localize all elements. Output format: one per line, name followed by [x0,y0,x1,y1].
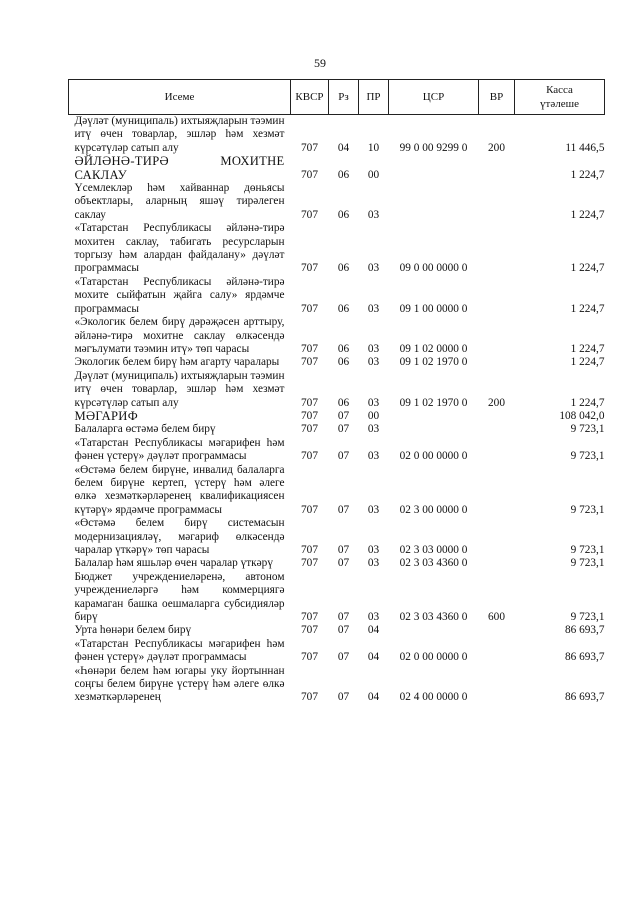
cell-pr: 00 [367,409,380,422]
cell-amount: 1 224,7 [570,168,605,181]
cell-kvsr: 707 [301,208,318,221]
cell-amount: 86 693,7 [564,651,605,664]
cell-pr: 00 [367,168,380,181]
table-row [69,115,605,156]
cell-kvsr: 707 [301,302,318,315]
cell-amount: 11 446,5 [565,141,605,154]
cell-rz: 07 [337,557,350,570]
cell-pr: 03 [367,450,380,463]
header-kvsr: КВСР [291,80,329,115]
cell-pr: 03 [367,208,380,221]
table-header-row [69,80,605,115]
cell-rz: 06 [337,396,350,409]
cell-csr: 02 0 00 0000 0 [399,651,468,664]
cell-rz: 06 [337,302,350,315]
cell-kvsr: 707 [301,611,318,624]
cell-rz: 07 [337,503,350,516]
cell-csr: 02 3 03 4360 0 [399,557,468,570]
cell-vr [479,423,515,436]
table-row [69,437,605,464]
cell-vr [479,557,515,570]
cell-rz: 06 [337,262,350,275]
table-row [69,517,605,557]
cell-rz: 07 [337,450,350,463]
cell-vr [479,437,515,464]
cell-kvsr: 707 [301,503,318,516]
header-rz: Рз [329,80,359,115]
cell-pr: 03 [367,423,380,436]
header-name: Исеме [69,80,291,115]
cell-kvsr: 707 [301,141,318,154]
cell-vr [479,356,515,369]
cell-kvsr: 707 [301,624,318,637]
cell-kvsr: 707 [301,168,318,181]
cell-kvsr: 707 [301,262,318,275]
cell-amount: 1 224,7 [570,208,605,221]
cell-pr: 03 [367,342,380,355]
cell-vr [479,517,515,557]
cell-name: МӘГАРИФ [74,408,138,423]
cell-vr: 600 [488,611,505,624]
cell-amount: 9 723,1 [570,557,605,570]
table-row [69,410,605,423]
cell-amount: 9 723,1 [570,503,605,516]
budget-table-container [68,79,604,705]
cell-vr [479,638,515,665]
cell-vr: 200 [488,141,505,154]
header-vr: ВР [479,80,515,115]
cell-pr: 03 [367,356,380,369]
cell-pr: 03 [367,262,380,275]
cell-amount: 9 723,1 [570,611,605,624]
cell-pr: 03 [367,544,380,556]
cell-vr [479,665,515,705]
cell-csr: 09 1 00 0000 0 [399,302,468,315]
cell-name: Балалар һәм яшьләр өчен чаралар үткәрү [74,557,273,570]
cell-amount: 86 693,7 [564,691,605,704]
cell-pr: 04 [367,624,380,637]
cell-csr [389,423,479,436]
cell-rz: 06 [337,168,350,181]
cell-vr [479,316,515,356]
cell-amount: 9 723,1 [570,450,605,463]
cell-vr [479,410,515,423]
cell-csr: 02 3 00 0000 0 [399,503,468,516]
cell-pr: 04 [367,691,380,704]
cell-rz: 07 [337,691,350,704]
header-pr: ПР [359,80,389,115]
table-row [69,356,605,369]
cell-kvsr: 707 [301,557,318,570]
cell-amount: 108 042,0 [559,409,605,422]
table-row [69,464,605,518]
cell-name: Үсемлекләр һәм хайваннар дөньясы объектлары, аларның яшәү тирәлеген саклау [74,182,285,221]
cell-csr: 09 1 02 0000 0 [399,342,468,355]
header-csr: ЦСР [389,80,479,115]
cell-rz: 07 [337,544,350,556]
cell-kvsr: 707 [301,450,318,463]
cell-amount: 9 723,1 [570,423,605,436]
cell-name: Экологик белем бирү һәм агарту чаралары [74,356,280,369]
cell-pr: 10 [367,141,380,154]
cell-kvsr: 707 [301,651,318,664]
cell-vr [479,624,515,637]
cell-name: «Татарстан Республикасы әйләнә-тирә мохите сыйфатын җайга салу» ярдәмче программасы [74,275,285,315]
table-row [69,665,605,705]
cell-name: «Татарстан Республикасы әйләнә-тирә мохитен саклау, табигать ресурсларын торгызу һәм алардан файдалану» дәүләт программасы [74,222,285,275]
cell-pr: 03 [367,611,380,624]
table-row [69,571,605,625]
cell-kvsr: 707 [301,691,318,704]
cell-rz: 04 [337,141,350,154]
cell-csr: 02 4 00 0000 0 [399,691,468,704]
table-row [69,423,605,436]
cell-pr: 03 [367,557,380,570]
cell-rz: 07 [337,409,350,422]
table-row [69,557,605,570]
cell-name: Бюджет учреждениеләренә, автоном учреждениеләргә һәм коммерциягә карамаган башка оешмаларга субсидияләр бирү [74,570,285,624]
cell-kvsr: 707 [301,356,318,369]
cell-rz: 07 [337,611,350,624]
cell-name: ӘЙЛӘНӘ-ТИРӘ МОХИТНЕ САКЛАУ [74,154,285,182]
page-number: 59 [314,56,326,70]
cell-kvsr: 707 [301,396,318,409]
cell-vr [479,464,515,518]
cell-vr: 200 [488,396,505,409]
cell-csr: 09 0 00 0000 0 [399,262,468,275]
cell-csr: 09 1 02 1970 0 [399,356,468,369]
cell-csr: 09 1 02 1970 0 [399,396,468,409]
cell-rz: 07 [337,423,350,436]
cell-csr [389,155,479,182]
cell-csr [389,624,479,637]
cell-amount: 9 723,1 [570,544,605,556]
cell-csr [389,182,479,222]
cell-amount: 1 224,7 [570,342,605,355]
cell-name: Урта һөнәри белем бирү [74,624,192,637]
cell-csr: 02 3 03 0000 0 [399,544,468,556]
cell-amount: 1 224,7 [570,356,605,369]
cell-name: «Һөнәри белем һәм югары уку йортыннан соңгы белем бирүне үстерү һәм әлеге өлкә хезмәткәрләренең [74,664,285,704]
table-row [69,370,605,410]
cell-vr [479,155,515,182]
table-row [69,316,605,356]
cell-kvsr: 707 [301,423,318,436]
cell-name: Дәүләт (муниципаль) ихтыяҗларын тәэмин итү өчен товарлар, эшләр һәм хезмәт күрсәтүләр сатып алу [74,369,285,409]
cell-rz: 06 [337,356,350,369]
table-row [69,222,605,276]
cell-csr: 02 0 00 0000 0 [399,450,468,463]
table-row [69,182,605,222]
cell-amount: 1 224,7 [570,262,605,275]
header-kassa [515,80,605,115]
cell-vr [479,182,515,222]
cell-name: «Татарстан Республикасы мәгарифен һәм фәнен үстерү» дәүләт программасы [74,637,285,664]
cell-rz: 07 [337,624,350,637]
cell-amount: 1 224,7 [570,396,605,409]
cell-amount: 86 693,7 [564,624,605,637]
cell-vr [479,276,515,316]
budget-table [68,79,605,705]
cell-rz: 06 [337,342,350,355]
cell-pr: 03 [367,302,380,315]
cell-name: «Өстәмә белем бирүне, инвалид балаларга белем бирүне кертеп, үстерү һәм әлеге өлкә хезмәткәрләренең квалификациясен күтәрү» ярдәмче программасы [74,463,285,516]
cell-rz: 06 [337,208,350,221]
cell-vr [479,222,515,276]
cell-kvsr: 707 [301,409,318,422]
cell-name: «Татарстан Республикасы мәгарифен һәм фәнен үстерү» дәүләт программасы [74,436,285,463]
cell-name: «Өстәмә белем бирү системасын модернизацияләү, мәгариф өлкәсендә чаралар үткәрү» төп чарасы [74,517,285,556]
cell-name: «Экологик белем бирү дәрәҗәсен арттыру, әйләнә-тирә мохитне саклау өлкәсендә мәгълумати тәэмин итү» төп чарасы [74,316,285,355]
cell-name: Балаларга өстәмә белем бирү [74,423,216,436]
table-row [69,638,605,665]
cell-csr: 99 0 00 9299 0 [399,141,468,154]
cell-rz: 07 [337,651,350,664]
cell-pr: 03 [367,396,380,409]
cell-pr: 04 [367,651,380,664]
cell-amount: 1 224,7 [570,302,605,315]
header-kassa-line1: Касса [546,84,573,96]
cell-kvsr: 707 [301,544,318,556]
cell-kvsr: 707 [301,342,318,355]
cell-csr: 02 3 03 4360 0 [399,611,468,624]
table-row [69,624,605,637]
table-row [69,155,605,182]
table-body [69,115,605,705]
cell-name: Дәүләт (муниципаль) ихтыяҗларын тәэмин итү өчен товарлар, эшләр һәм хезмәт күрсәтүләр сатып алу [74,115,285,154]
cell-csr [389,410,479,423]
cell-pr: 03 [367,503,380,516]
header-kassa-line2: үтәлеше [540,98,579,110]
table-row [69,276,605,316]
